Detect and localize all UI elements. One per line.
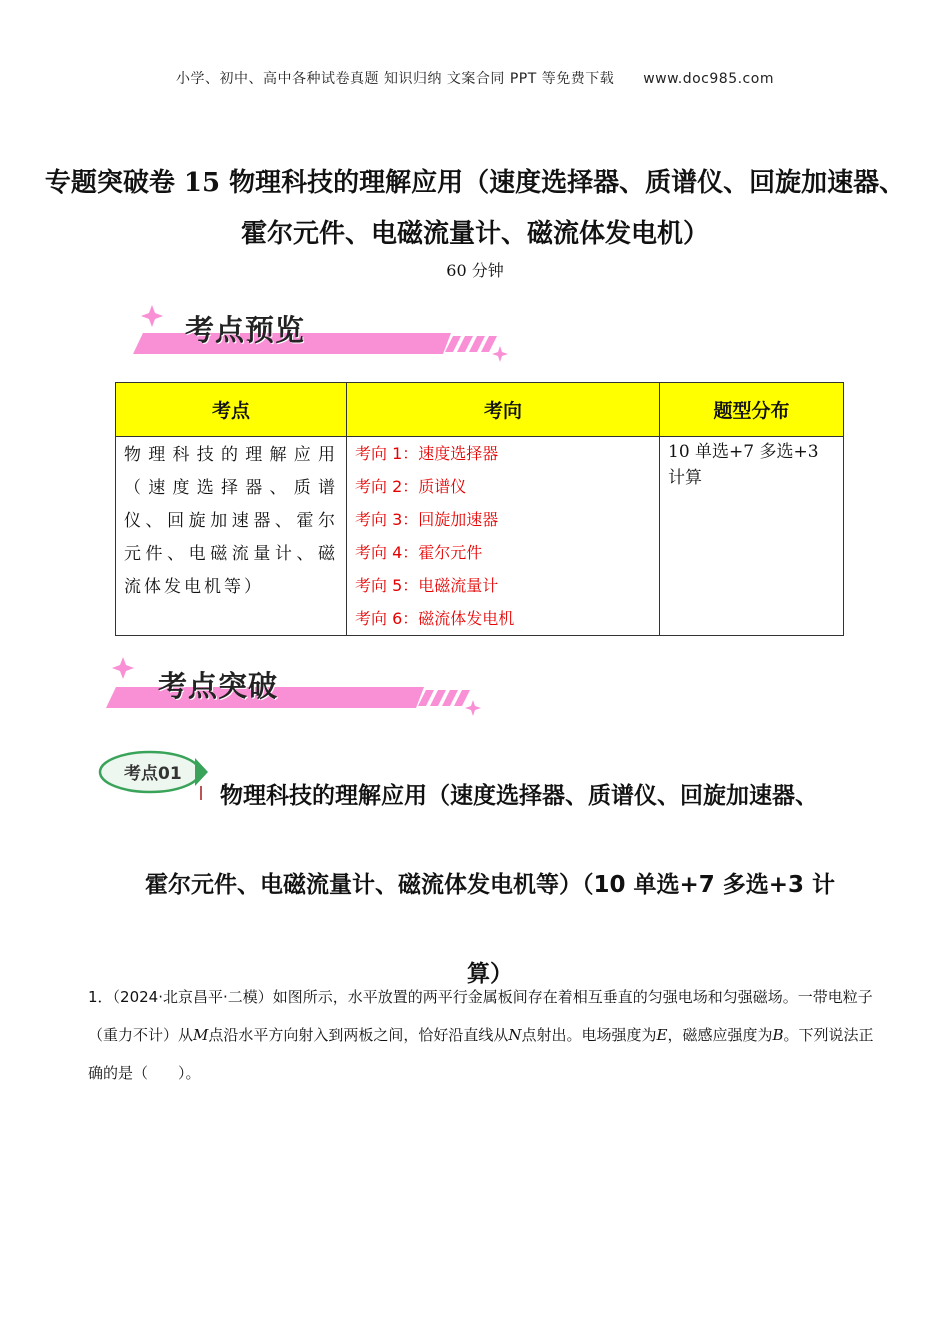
direction-item: 考向 2：质谱仪 (355, 477, 467, 496)
var-n: N (508, 1026, 522, 1044)
heading-line-3: 算） (467, 961, 513, 987)
table-header-distribution: 题型分布 (660, 383, 844, 437)
section-banner-breakthrough (98, 654, 488, 724)
heading-line-2: 霍尔元件、电磁流量计、磁流体发电机等）（10 单选+7 多选+3 计 (144, 872, 836, 898)
question-text: 点沿水平方向射入到两板之间，恰好沿直线从 (208, 1026, 509, 1044)
page-header (0, 68, 950, 88)
banner-label: 考点突破 (158, 669, 279, 703)
banner-label: 考点预览 (185, 313, 306, 347)
page-title: 专题突破卷 15 物理科技的理解应用（速度选择器、质谱仪、回旋加速器、霍尔元件、电磁流量计、磁流体发电机） (44, 168, 906, 249)
header-text: 小学、初中、高中各种试卷真题 知识归纳 文案合同 PPT 等免费下载 (176, 71, 615, 87)
section-banner-preview (125, 300, 515, 370)
table-header-direction: 考向 (347, 383, 660, 437)
header-url[interactable]: www.doc985.com (643, 71, 774, 87)
question-text: 。下列说法正确的是（ ）。 (88, 1026, 874, 1082)
table-header-topic: 考点 (116, 383, 347, 437)
question-text: 1．（2024·北京昌平·二模）如图所示，水平放置的两平行金属板间存在着相互垂直的匀强电场和匀强磁场。一带电粒子（重力不计）从 (88, 988, 873, 1044)
question-1 (88, 978, 878, 1092)
table-cell-directions (347, 437, 660, 636)
direction-item: 考向 4：霍尔元件 (355, 543, 483, 562)
direction-item: 考向 5：电磁流量计 (355, 576, 499, 595)
question-text: 点射出。电场强度为 (521, 1026, 657, 1044)
table-cell-distribution: 10 单选+7 多选+3 计算 (660, 437, 844, 636)
overview-table (115, 382, 844, 636)
table-cell-topic: 物理科技的理解应用（速度选择器、质谱仪、回旋加速器、霍尔元件、电磁流量计、磁流体发电机等） (116, 437, 347, 636)
direction-item: 考向 1：速度选择器 (355, 444, 499, 463)
duration: 60 分钟 (446, 261, 504, 280)
var-b: B (772, 1026, 784, 1044)
direction-item: 考向 6：磁流体发电机 (355, 609, 515, 628)
banner-decoration-icon (125, 300, 515, 370)
heading-line-1: 物理科技的理解应用（速度选择器、质谱仪、回旋加速器、 (220, 783, 818, 809)
question-text: ，磁感应强度为 (667, 1026, 773, 1044)
banner-decoration-icon (98, 654, 488, 724)
var-e: E (656, 1026, 668, 1044)
var-m: M (193, 1026, 209, 1044)
badge-text: 考点01 (124, 764, 182, 784)
direction-item: 考向 3：回旋加速器 (355, 510, 499, 529)
